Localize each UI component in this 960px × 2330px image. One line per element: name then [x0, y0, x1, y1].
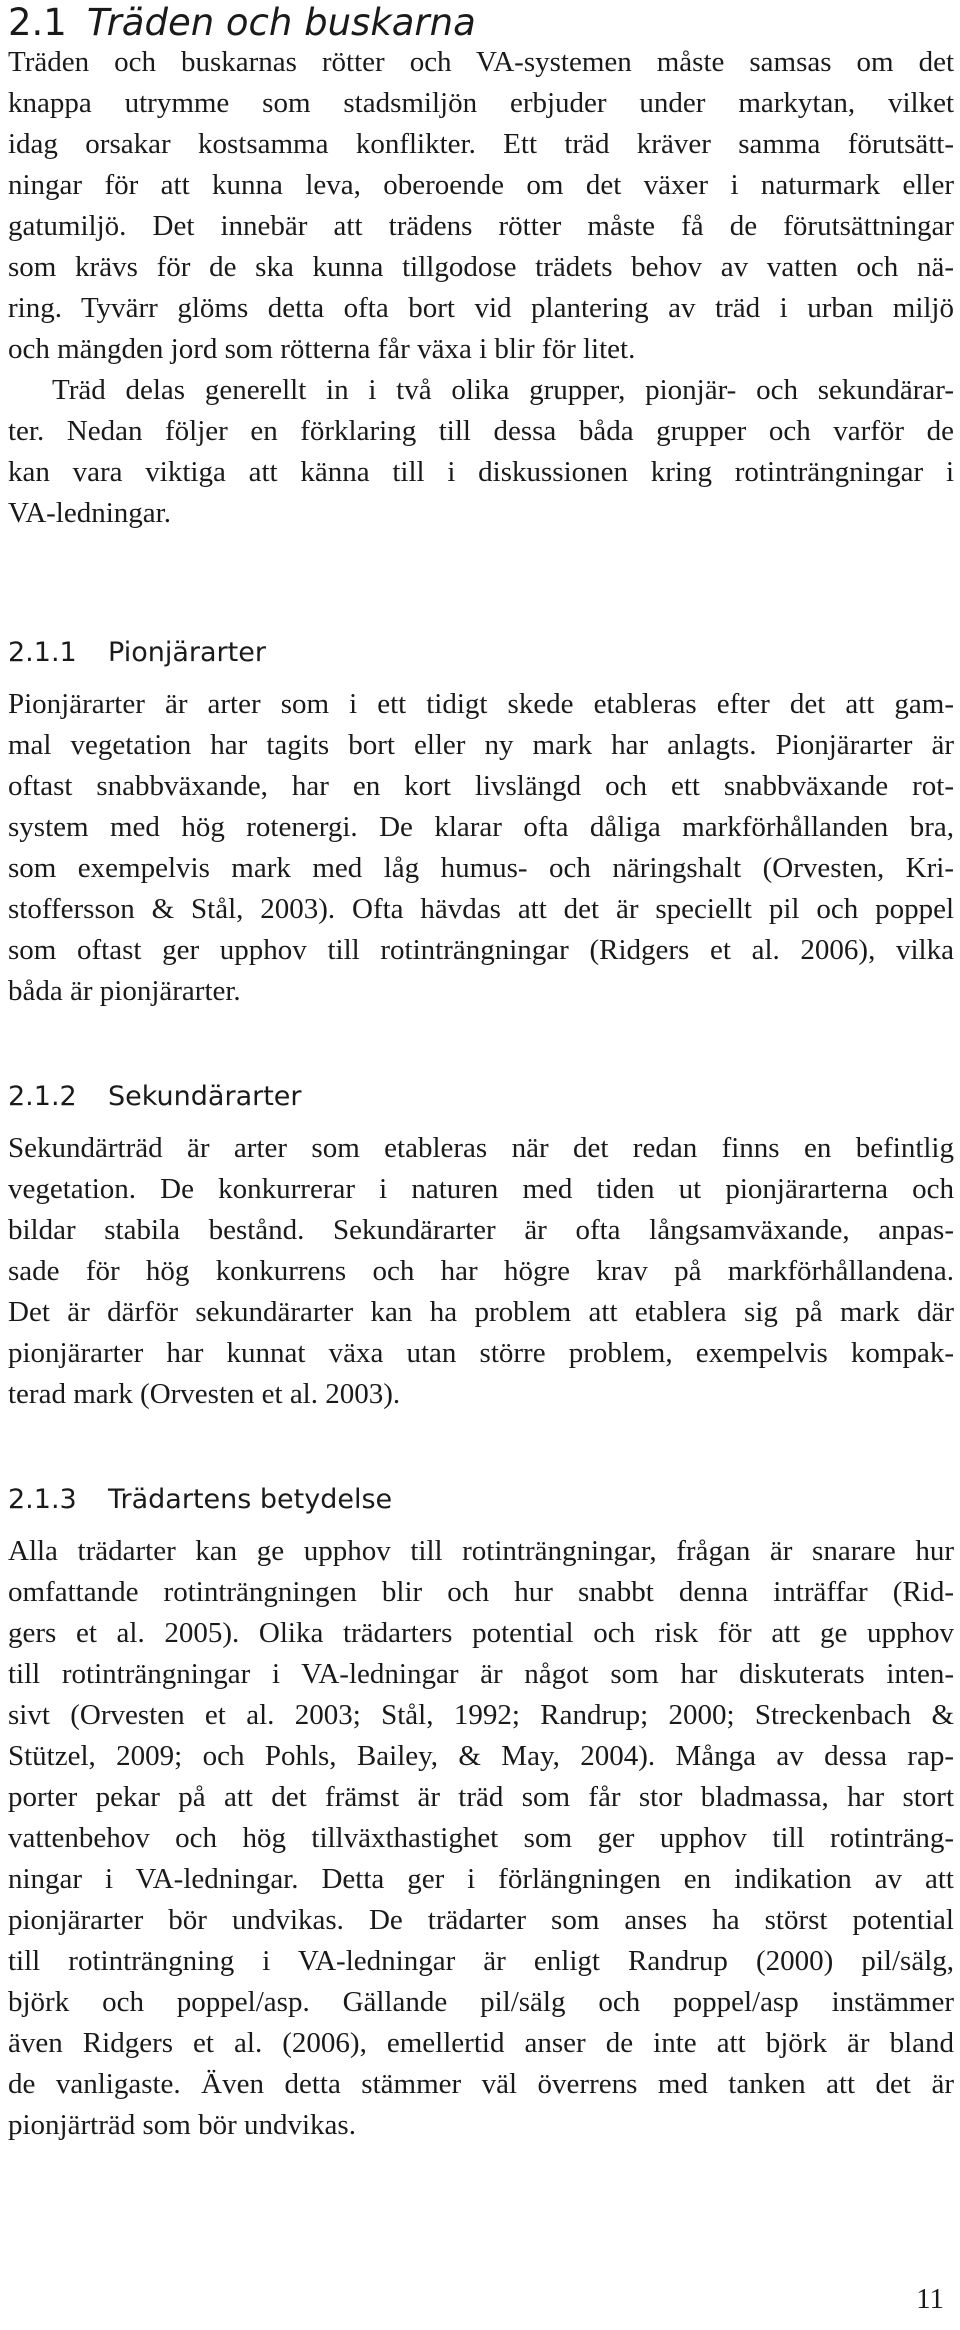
text-line: vegetation. De konkurrerar i naturen med tiden ut pionjärarterna och: [8, 1173, 954, 1205]
subsection-title: Trädartens betydelse: [108, 1484, 393, 1515]
text-line: pionjärarter bör undvikas. De trädarter som anses ha störst potential: [8, 1904, 954, 1936]
text-line: pionjärträd som bör undvikas.: [8, 2109, 356, 2141]
section-number: 2.1: [8, 1, 67, 44]
text-line: som exempelvis mark med låg humus- och näringshalt (Orvesten, Kri-: [8, 852, 954, 884]
text-line: VA-ledningar.: [8, 497, 171, 529]
section-title: Träden och buskarna: [86, 1, 476, 44]
text-line: mal vegetation har tagits bort eller ny mark har anlagts. Pionjärarter är: [8, 729, 954, 761]
subsection-body-pionjararter: [8, 684, 954, 1012]
text-line: oftast snabbväxande, har en kort livslängd och ett snabbväxande rot-: [8, 770, 954, 802]
text-line: ningar i VA-ledningar. Detta ger i förlängningen en indikation av att: [8, 1863, 954, 1895]
text-line: system med hög rotenergi. De klarar ofta dåliga markförhållanden bra,: [8, 811, 954, 843]
text-line: även Ridgers et al. (2006), emellertid anser de inte att björk är bland: [8, 2027, 954, 2059]
section-heading: [8, 0, 476, 46]
page-number: 11: [916, 2283, 944, 2315]
text-line: björk och poppel/asp. Gällande pil/sälg och poppel/asp instämmer: [8, 1986, 954, 2018]
subsection-number: 2.1.3: [8, 1484, 77, 1515]
text-line: pionjärarter har kunnat växa utan större problem, exempelvis kompak-: [8, 1337, 954, 1369]
subsection-heading-tradartens-betydelse: [8, 1483, 392, 1517]
text-line: som krävs för de ska kunna tillgodose trädets behov av vatten och nä-: [8, 251, 954, 283]
text-line: Det är därför sekundärarter kan ha problem att etablera sig på mark där: [8, 1296, 954, 1328]
text-line: Alla trädarter kan ge upphov till rotinträngningar, frågan är snarare hur: [8, 1535, 954, 1567]
text-line: Stützel, 2009; och Pohls, Bailey, & May, 2004). Många av dessa rap-: [8, 1740, 954, 1772]
text-line: sade för hög konkurrens och har högre krav på markförhållandena.: [8, 1255, 954, 1287]
text-line: båda är pionjärarter.: [8, 975, 241, 1007]
text-line: gers et al. 2005). Olika trädarters potential och risk för att ge upphov: [8, 1617, 954, 1649]
text-line: stoffersson & Stål, 2003). Ofta hävdas att det är speciellt pil och poppel: [8, 893, 954, 925]
text-line: omfattande rotinträngningen blir och hur snabbt denna inträffar (Rid-: [8, 1576, 954, 1608]
text-line: som oftast ger upphov till rotinträngningar (Ridgers et al. 2006), vilka: [8, 934, 954, 966]
text-line: till rotinträngning i VA-ledningar är enligt Randrup (2000) pil/sälg,: [8, 1945, 954, 1977]
text-line: sivt (Orvesten et al. 2003; Stål, 1992; Randrup; 2000; Streckenbach &: [8, 1699, 954, 1731]
section-paragraph-1: [8, 42, 954, 370]
subsection-heading-pionjararter: [8, 636, 266, 670]
text-line: vattenbehov och hög tillväxthastighet som ger upphov till rotinträng-: [8, 1822, 954, 1854]
subsection-body-sekundararter: [8, 1128, 954, 1415]
text-line: gatumiljö. Det innebär att trädens rötter måste få de förutsättningar: [8, 210, 954, 242]
text-line: knappa utrymme som stadsmiljön erbjuder under markytan, vilket: [8, 87, 954, 119]
subsection-body-tradartens-betydelse: [8, 1531, 954, 2146]
text-line: idag orsakar kostsamma konflikter. Ett träd kräver samma förutsätt-: [8, 128, 954, 160]
text-line: kan vara viktiga att känna till i diskussionen kring rotinträngningar i: [8, 456, 954, 488]
subsection-title: Pionjärarter: [108, 637, 266, 668]
subsection-number: 2.1.2: [8, 1081, 77, 1112]
text-line: ningar för att kunna leva, oberoende om det växer i naturmark eller: [8, 169, 954, 201]
subsection-title: Sekundärarter: [108, 1081, 302, 1112]
subsection-number: 2.1.1: [8, 637, 77, 668]
text-line: till rotinträngningar i VA-ledningar är något som har diskuterats inten-: [8, 1658, 954, 1690]
subsection-heading-sekundararter: [8, 1080, 302, 1114]
text-line: ter. Nedan följer en förklaring till dessa båda grupper och varför de: [8, 415, 954, 447]
text-line: Träd delas generellt in i två olika grupper, pionjär- och sekundärar-: [52, 374, 954, 406]
text-line: Träden och buskarnas rötter och VA-systemen måste samsas om det: [8, 46, 954, 78]
section-paragraph-2: [8, 370, 954, 534]
text-line: de vanligaste. Även detta stämmer väl överrens med tanken att det är: [8, 2068, 954, 2100]
text-line: Sekundärträd är arter som etableras när det redan finns en befintlig: [8, 1132, 954, 1164]
text-line: ring. Tyvärr glöms detta ofta bort vid plantering av träd i urban miljö: [8, 292, 954, 324]
text-line: Pionjärarter är arter som i ett tidigt skede etableras efter det att gam-: [8, 688, 954, 720]
text-line: och mängden jord som rötterna får växa i blir för litet.: [8, 333, 636, 365]
text-line: porter pekar på att det främst är träd som får stor bladmassa, har stort: [8, 1781, 954, 1813]
text-line: bildar stabila bestånd. Sekundärarter är ofta långsamväxande, anpas-: [8, 1214, 954, 1246]
text-line: terad mark (Orvesten et al. 2003).: [8, 1378, 401, 1410]
